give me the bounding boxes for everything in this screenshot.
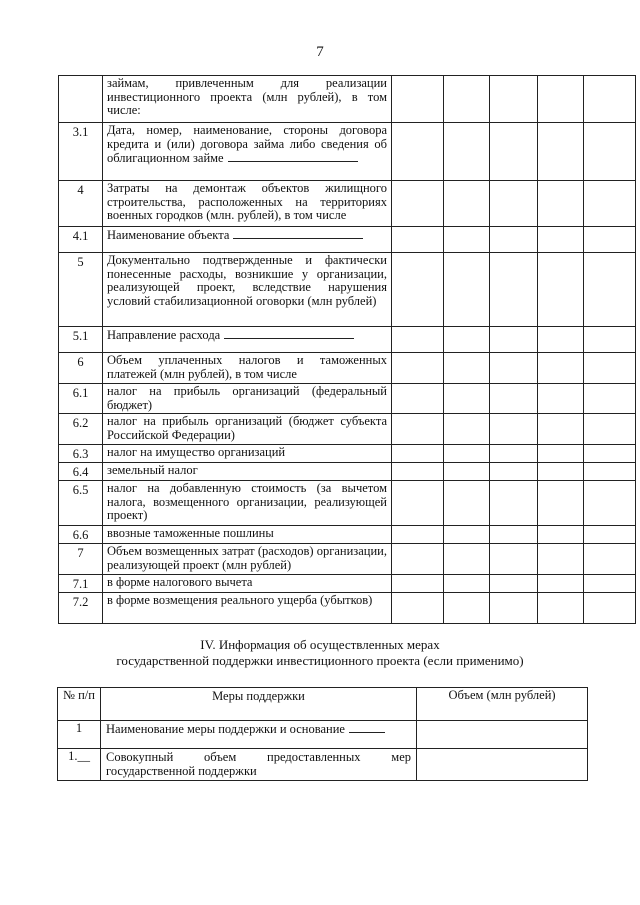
value-cell[interactable]	[490, 327, 538, 353]
value-cell[interactable]	[584, 123, 636, 181]
row-number: 5	[59, 253, 103, 327]
value-cell[interactable]	[584, 463, 636, 481]
value-cell[interactable]	[584, 544, 636, 575]
value-cell[interactable]	[538, 227, 584, 253]
row-description	[103, 593, 392, 624]
value-cell[interactable]	[490, 463, 538, 481]
value-cell[interactable]	[538, 123, 584, 181]
volume-cell[interactable]	[417, 721, 588, 749]
row-number: 6.2	[59, 414, 103, 445]
row-number: 3.1	[59, 123, 103, 181]
row-description-text: Объем возмещенных затрат (расходов) организации, реализующей проект (млн рублей)	[107, 544, 387, 572]
table-row	[58, 721, 588, 749]
value-cell[interactable]	[392, 575, 444, 593]
value-cell[interactable]	[490, 414, 538, 445]
table-row	[59, 445, 636, 463]
value-cell[interactable]	[490, 481, 538, 526]
header-measures: Меры поддержки	[101, 688, 417, 721]
value-cell[interactable]	[584, 526, 636, 544]
row-description	[103, 575, 392, 593]
section-heading-line2: государственной поддержки инвестиционного проекта (если применимо)	[116, 653, 524, 668]
table-row	[59, 353, 636, 384]
value-cell[interactable]	[538, 544, 584, 575]
value-cell[interactable]	[490, 575, 538, 593]
row-description-text: Направление расхода	[107, 328, 221, 342]
row-description	[103, 414, 392, 445]
row-number: 7.1	[59, 575, 103, 593]
row-number: 6.1	[59, 384, 103, 414]
value-cell[interactable]	[444, 575, 490, 593]
value-cell[interactable]	[538, 481, 584, 526]
table-row	[59, 181, 636, 227]
value-cell[interactable]	[392, 481, 444, 526]
value-cell[interactable]	[584, 414, 636, 445]
row-description-text: Наименование объекта	[107, 228, 230, 242]
row-description-text: налог на прибыль организаций (федеральный бюджет)	[107, 384, 387, 412]
fill-in-blank-line[interactable]	[349, 722, 385, 733]
row-description-text: налог на прибыль организаций (бюджет субъекта Российской Федерации)	[107, 414, 387, 442]
row-number: 6	[59, 353, 103, 384]
investment-report-table	[58, 75, 636, 624]
value-cell[interactable]	[444, 593, 490, 624]
value-cell[interactable]	[392, 327, 444, 353]
value-cell[interactable]	[444, 123, 490, 181]
value-cell[interactable]	[444, 353, 490, 384]
value-cell[interactable]	[538, 76, 584, 123]
table-row	[59, 593, 636, 624]
value-cell[interactable]	[490, 593, 538, 624]
value-cell[interactable]	[392, 227, 444, 253]
value-cell[interactable]	[538, 253, 584, 327]
value-cell[interactable]	[584, 481, 636, 526]
row-number: 6.5	[59, 481, 103, 526]
table-row	[59, 414, 636, 445]
value-cell[interactable]	[538, 575, 584, 593]
table-row	[58, 749, 588, 781]
value-cell[interactable]	[392, 253, 444, 327]
row-number: 7.2	[59, 593, 103, 624]
value-cell[interactable]	[490, 384, 538, 414]
row-description-text: в форме возмещения реального ущерба (убытков)	[107, 593, 373, 607]
table-row	[59, 463, 636, 481]
table-row	[59, 575, 636, 593]
value-cell[interactable]	[584, 384, 636, 414]
value-cell[interactable]	[392, 593, 444, 624]
row-description	[103, 327, 392, 353]
value-cell[interactable]	[538, 181, 584, 227]
row-description-text: займам, привлеченным для реализации инвестиционного проекта (млн рублей), в том числе:	[107, 76, 387, 117]
row-number: 7	[59, 544, 103, 575]
value-cell[interactable]	[584, 253, 636, 327]
page-number: 7	[316, 44, 324, 60]
value-cell[interactable]	[538, 384, 584, 414]
value-cell[interactable]	[444, 227, 490, 253]
header-number: № п/п	[58, 688, 101, 721]
value-cell[interactable]	[444, 327, 490, 353]
table-row	[59, 384, 636, 414]
fill-in-blank-line[interactable]	[228, 151, 358, 162]
value-cell[interactable]	[444, 181, 490, 227]
row-number: 4	[59, 181, 103, 227]
value-cell[interactable]	[490, 181, 538, 227]
row-description	[103, 76, 392, 123]
value-cell[interactable]	[392, 463, 444, 481]
value-cell[interactable]	[584, 227, 636, 253]
row-description	[103, 481, 392, 526]
value-cell[interactable]	[538, 526, 584, 544]
row-description-text: налог на добавленную стоимость (за вычетом налога, возмещенного организации, реализующей проект)	[107, 481, 387, 522]
value-cell[interactable]	[584, 593, 636, 624]
value-cell[interactable]	[538, 353, 584, 384]
table-row	[59, 544, 636, 575]
row-description-text: Затраты на демонтаж объектов жилищного строительства, расположенных на территориях военных городков (млн. рублей), в том числе	[107, 181, 387, 222]
value-cell[interactable]	[490, 123, 538, 181]
row-number: 5.1	[59, 327, 103, 353]
fill-in-blank-line[interactable]	[233, 228, 363, 239]
support-measures-table	[57, 687, 588, 781]
header-volume: Объем (млн рублей)	[417, 688, 588, 721]
value-cell[interactable]	[538, 593, 584, 624]
value-cell[interactable]	[392, 384, 444, 414]
volume-cell[interactable]	[417, 749, 588, 781]
value-cell[interactable]	[490, 227, 538, 253]
value-cell[interactable]	[444, 526, 490, 544]
value-cell[interactable]	[584, 575, 636, 593]
value-cell[interactable]	[444, 76, 490, 123]
row-description	[103, 445, 392, 463]
row-description-text: в форме налогового вычета	[107, 575, 253, 589]
fill-in-blank-line[interactable]	[224, 328, 354, 339]
value-cell[interactable]	[392, 526, 444, 544]
value-cell[interactable]	[444, 445, 490, 463]
row-description-text: Совокупный объем предоставленных мер государственной поддержки	[106, 750, 411, 778]
row-description-text: Документально подтвержденные и фактически понесенные расходы, возникшие у организации, реализующей проект, вследствие нарушения условий стабилизационной оговорки (млн рублей)	[107, 253, 387, 308]
value-cell[interactable]	[444, 463, 490, 481]
row-description	[103, 227, 392, 253]
value-cell[interactable]	[490, 353, 538, 384]
row-description	[103, 463, 392, 481]
row-number: 6.6	[59, 526, 103, 544]
value-cell[interactable]	[392, 445, 444, 463]
value-cell[interactable]	[538, 445, 584, 463]
value-cell[interactable]	[538, 327, 584, 353]
value-cell[interactable]	[490, 445, 538, 463]
row-description	[103, 544, 392, 575]
value-cell[interactable]	[392, 181, 444, 227]
value-cell[interactable]	[490, 253, 538, 327]
row-description	[103, 253, 392, 327]
row-description	[101, 749, 417, 781]
value-cell[interactable]	[584, 353, 636, 384]
value-cell[interactable]	[490, 526, 538, 544]
row-description-text: Дата, номер, наименование, стороны договора кредита и (или) договора займа либо сведения об облигационном займе	[107, 123, 387, 165]
row-description	[103, 384, 392, 414]
row-description	[103, 526, 392, 544]
value-cell[interactable]	[538, 414, 584, 445]
row-description-text: земельный налог	[107, 463, 198, 477]
row-description	[103, 181, 392, 227]
row-description	[103, 123, 392, 181]
value-cell[interactable]	[444, 481, 490, 526]
value-cell[interactable]	[444, 544, 490, 575]
value-cell[interactable]	[538, 463, 584, 481]
row-number	[59, 76, 103, 123]
value-cell[interactable]	[584, 76, 636, 123]
row-description	[101, 721, 417, 749]
value-cell[interactable]	[444, 253, 490, 327]
row-number: 6.3	[59, 445, 103, 463]
table-header-row	[58, 688, 588, 721]
table-row	[59, 327, 636, 353]
section-heading-line1: IV. Информация об осуществленных мерах	[200, 637, 440, 652]
table-row	[59, 481, 636, 526]
row-description-text: Наименование меры поддержки и основание	[106, 722, 345, 736]
table-row	[59, 253, 636, 327]
value-cell[interactable]	[392, 123, 444, 181]
row-description-text: налог на имущество организаций	[107, 445, 286, 459]
value-cell[interactable]	[392, 76, 444, 123]
table-row	[59, 123, 636, 181]
row-description-text: ввозные таможенные пошлины	[107, 526, 274, 540]
value-cell[interactable]	[584, 181, 636, 227]
table-row	[59, 526, 636, 544]
value-cell[interactable]	[392, 353, 444, 384]
value-cell[interactable]	[490, 76, 538, 123]
value-cell[interactable]	[584, 327, 636, 353]
row-number: 1.__	[58, 749, 101, 781]
row-description	[103, 353, 392, 384]
row-number: 6.4	[59, 463, 103, 481]
row-description-text: Объем уплаченных налогов и таможенных платежей (млн рублей), в том числе	[107, 353, 387, 381]
value-cell[interactable]	[392, 414, 444, 445]
table-row	[59, 76, 636, 123]
table-row	[59, 227, 636, 253]
value-cell[interactable]	[444, 384, 490, 414]
value-cell[interactable]	[490, 544, 538, 575]
row-number: 1	[58, 721, 101, 749]
value-cell[interactable]	[392, 544, 444, 575]
value-cell[interactable]	[584, 445, 636, 463]
row-number: 4.1	[59, 227, 103, 253]
value-cell[interactable]	[444, 414, 490, 445]
